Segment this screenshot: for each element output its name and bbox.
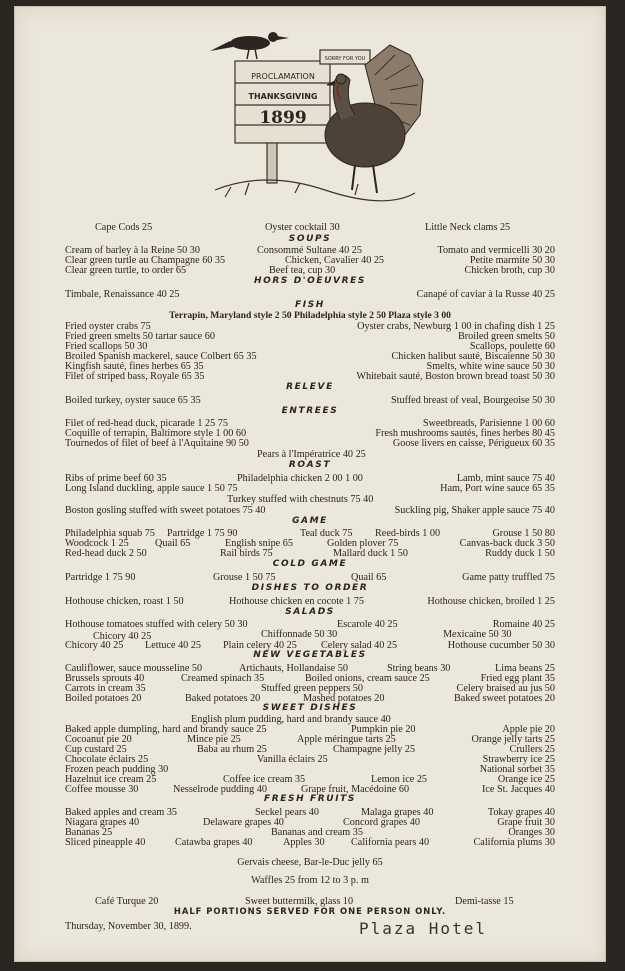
menu-item: Mallard duck 1 50 bbox=[333, 548, 408, 559]
menu-item: Grouse 1 50 80 bbox=[492, 528, 555, 539]
cold-game-heading: COLD GAME bbox=[272, 559, 348, 569]
sweet-dishes-heading: SWEET DISHES bbox=[262, 703, 358, 713]
menu-item: Catawba grapes 40 bbox=[175, 837, 253, 848]
menu-item: Stuffed breast of veal, Bourgeoise 50 30 bbox=[390, 395, 555, 406]
menu-item: Rail birds 75 bbox=[220, 548, 273, 559]
half-portions-note: HALF PORTIONS SERVED FOR ONE PERSON ONLY. bbox=[173, 906, 447, 916]
sign-proclamation: PROCLAMATION bbox=[251, 72, 315, 81]
menu-item: Lemon ice 25 bbox=[371, 774, 428, 785]
menu-item: Scallops, poulette 60 bbox=[469, 341, 555, 352]
menu-item: Apple méringue tarts 25 bbox=[297, 734, 396, 745]
menu-item: Reed-birds 1 00 bbox=[375, 528, 441, 539]
menu-item: Hothouse chicken, roast 1 50 bbox=[65, 596, 184, 607]
sign-year: 1899 bbox=[259, 108, 307, 128]
menu-item: Smelts, white wine sauce 50 30 bbox=[426, 361, 555, 372]
menu-item: Lettuce 40 25 bbox=[145, 640, 202, 651]
turkey-icon bbox=[325, 45, 423, 193]
menu-item: Clear green turtle, to order 65 bbox=[65, 265, 187, 276]
cafe-turque: Café Turque 20 bbox=[95, 896, 159, 907]
menu-item: Coquille of terrapin, Baltimore style 1 00 60 bbox=[65, 428, 247, 439]
menu-item: Tomato and vermicelli 30 20 bbox=[437, 245, 555, 256]
salads-heading: SALADS bbox=[285, 607, 335, 617]
menu-item: Hazelnut ice cream 25 bbox=[65, 774, 157, 785]
menu-item: Coffee ice cream 35 bbox=[223, 774, 306, 785]
menu-item: Celery braised au jus 50 bbox=[456, 683, 555, 694]
menu-item: Filet of striped bass, Royale 65 35 bbox=[65, 371, 205, 382]
menu-item: Fried oyster crabs 75 bbox=[65, 321, 151, 332]
menu-item: Lamb, mint sauce 75 40 bbox=[456, 473, 555, 484]
menu-item: Kingfish sauté, fines herbes 65 35 bbox=[65, 361, 204, 372]
menu-item: Plain celery 40 25 bbox=[223, 640, 297, 651]
fish-terrapin-line: Terrapin, Maryland style 2 50 Philadelphia style 2 50 Plaza style 3 00 bbox=[169, 310, 451, 321]
menu-item: Cauliflower, sauce mousseline 50 bbox=[65, 663, 203, 674]
menu-item: Filet of red-head duck, picarade 1 25 75 bbox=[65, 418, 228, 429]
menu-item: Baked apple dumpling, hard and brandy sauce 25 bbox=[65, 724, 267, 735]
menu-item: Frozen peach pudding 30 bbox=[65, 764, 169, 775]
menu-item: Apple pie 20 bbox=[502, 724, 555, 735]
game-heading: GAME bbox=[292, 516, 328, 526]
menu-item: Escarole 40 25 bbox=[337, 619, 398, 630]
menu-item: Chicory 40 25 bbox=[65, 640, 124, 651]
menu-item: Concord grapes 40 bbox=[343, 817, 420, 828]
little-neck-clams: Little Neck clams 25 bbox=[425, 222, 511, 233]
menu-item: Pumpkin pie 20 bbox=[351, 724, 416, 735]
menu-item: Chicken halibut sauté, Biscaienne 50 30 bbox=[391, 351, 555, 362]
menu-item: Clear green turtle au Champagne 60 35 bbox=[65, 255, 226, 266]
menu-item: English plum pudding, hard and brandy sauce 40 bbox=[191, 714, 391, 725]
menu-item: Ham, Port wine sauce 65 35 bbox=[440, 483, 555, 494]
menu-item: English snipe 65 bbox=[225, 538, 293, 549]
menu-item: Golden plover 75 bbox=[327, 538, 399, 549]
menu-item: Pears à l'Impératrice 40 25 bbox=[257, 449, 366, 460]
fresh-fruits-heading: FRESH FRUITS bbox=[264, 794, 356, 804]
menu-item: Ribs of prime beef 60 35 bbox=[65, 473, 167, 484]
menu-item: Partridge 1 75 90 bbox=[65, 572, 136, 583]
menu-item: Baked sweet potatoes 20 bbox=[454, 693, 555, 704]
sign-sorry: SORRY FOR YOU bbox=[324, 56, 366, 62]
menu-item: Artichauts, Hollandaise 50 bbox=[239, 663, 348, 674]
menu-item: Orange jelly tarts 25 bbox=[471, 734, 555, 745]
menu-item: Creamed spinach 35 bbox=[181, 673, 265, 684]
plaza-hotel-signature: Plaza Hotel bbox=[359, 919, 487, 938]
menu-item: Orange ice 25 bbox=[497, 774, 555, 785]
menu-item: Cream of barley à la Reine 50 30 bbox=[65, 245, 200, 256]
new-vegetables-heading: NEW VEGETABLES bbox=[253, 650, 367, 660]
menu-item: String beans 30 bbox=[387, 663, 451, 674]
menu-item: Tokay grapes 40 bbox=[487, 807, 555, 818]
crow-icon bbox=[210, 32, 289, 59]
fish-heading: FISH bbox=[295, 300, 325, 310]
roast-heading: ROAST bbox=[288, 460, 332, 470]
menu-item: Suckling pig, Shaker apple sauce 75 40 bbox=[394, 505, 555, 516]
menu-item: Boiled potatoes 20 bbox=[65, 693, 142, 704]
menu-item: Whitebait sauté, Boston brown bread toast 50 30 bbox=[356, 371, 555, 382]
menu-item: Hothouse tomatoes stuffed with celery 50 30 bbox=[65, 619, 248, 630]
menu-item: Stuffed green peppers 50 bbox=[261, 683, 363, 694]
menu-item: Nesselrode pudding 40 bbox=[173, 784, 267, 795]
menu-date: Thursday, November 30, 1899. bbox=[65, 921, 192, 932]
hors-heading: HORS D'OEUVRES bbox=[254, 276, 366, 286]
menu-item: Partridge 1 75 90 bbox=[167, 528, 238, 539]
menu-item: Chicken broth, cup 30 bbox=[464, 265, 555, 276]
menu-item: Petite marmite 50 30 bbox=[469, 255, 555, 266]
menu-item: Fried egg plant 35 bbox=[480, 673, 555, 684]
menu-item: Mince pie 25 bbox=[187, 734, 241, 745]
menu-item: Goose livers en caisse, Périgueux 60 35 bbox=[392, 438, 555, 449]
menu-item: Teal duck 75 bbox=[300, 528, 353, 539]
menu-item: Chicken, Cavalier 40 25 bbox=[285, 255, 385, 266]
menu-item: Seckel pears 40 bbox=[255, 807, 319, 818]
menu-item: Mexicaine 50 30 bbox=[443, 629, 512, 640]
menu-item: Niagara grapes 40 bbox=[65, 817, 140, 828]
menu-item: Tournedos of filet of beef à l'Aquitaine 90 50 bbox=[65, 438, 249, 449]
menu-item: Hothouse cucumber 50 30 bbox=[447, 640, 555, 651]
gervais-cheese: Gervais cheese, Bar-le-Duc jelly 65 bbox=[237, 857, 383, 868]
menu-item: Canapé of caviar à la Russe 40 25 bbox=[416, 289, 555, 300]
menu-item: Ice St. Jacques 40 bbox=[482, 784, 555, 795]
waffles: Waffles 25 from 12 to 3 p. m bbox=[251, 875, 369, 886]
menu-page bbox=[14, 6, 606, 962]
menu-item: Red-head duck 2 50 bbox=[65, 548, 147, 559]
menu-item: Baked apples and cream 35 bbox=[65, 807, 178, 818]
menu-item: Grouse 1 50 75 bbox=[213, 572, 276, 583]
menu-item: Philadelphia squab 75 bbox=[65, 528, 155, 539]
menu-item: Fresh mushrooms sautés, fines herbes 80 45 bbox=[375, 428, 555, 439]
menu-item: Game patty truffled 75 bbox=[462, 572, 555, 583]
soups-heading: SOUPS bbox=[288, 234, 332, 244]
menu-item: Romaine 40 25 bbox=[492, 619, 555, 630]
demi-tasse: Demi-tasse 15 bbox=[455, 896, 514, 907]
menu-item: Long Island duckling, apple sauce 1 50 75 bbox=[65, 483, 238, 494]
menu-item: Mashed potatoes 20 bbox=[303, 693, 385, 704]
menu-item: Philadelphia chicken 2 00 1 00 bbox=[237, 473, 363, 484]
menu-item: Cup custard 25 bbox=[65, 744, 127, 755]
menu-item: Oyster crabs, Newburg 1 00 in chafing dish 1 25 bbox=[357, 321, 555, 332]
menu-item: Chicory 40 25 bbox=[93, 631, 152, 642]
releve-heading: RELEVE bbox=[286, 382, 334, 392]
menu-item: Beef tea, cup 30 bbox=[269, 265, 336, 276]
thanksgiving-turkey-illustration bbox=[205, 25, 435, 215]
menu-item: Apples 30 bbox=[283, 837, 325, 848]
menu-item: California plums 30 bbox=[473, 837, 555, 848]
menu-item: Delaware grapes 40 bbox=[203, 817, 284, 828]
menu-item: Cocoanut pie 20 bbox=[65, 734, 132, 745]
sign-thanksgiving: THANKSGIVING bbox=[248, 92, 318, 101]
menu-item: Canvas-back duck 3 50 bbox=[459, 538, 555, 549]
menu-item: Broiled green smelts 50 bbox=[457, 331, 555, 342]
menu-item: Sweetbreads, Parisienne 1 00 60 bbox=[422, 418, 555, 429]
menu-item: Chocolate éclairs 25 bbox=[65, 754, 149, 765]
menu-item: Baba au rhum 25 bbox=[197, 744, 267, 755]
sweet-buttermilk: Sweet buttermilk, glass 10 bbox=[245, 896, 354, 907]
menu-item: National sorbet 35 bbox=[479, 764, 555, 775]
menu-item: Boiled turkey, oyster sauce 65 35 bbox=[65, 395, 201, 406]
menu-item: Timbale, Renaissance 40 25 bbox=[65, 289, 180, 300]
menu-item: Brussels sprouts 40 bbox=[65, 673, 145, 684]
menu-item: Boston gosling stuffed with sweet potatoes 75 40 bbox=[65, 505, 266, 516]
menu-item: Bananas and cream 35 bbox=[271, 827, 363, 838]
dishes-to-order-heading: DISHES TO ORDER bbox=[251, 583, 369, 593]
menu-item: Grape fruit 30 bbox=[497, 817, 555, 828]
menu-item: Consommé Sultane 40 25 bbox=[257, 245, 362, 256]
menu-item: Strawberry ice 25 bbox=[482, 754, 555, 765]
menu-item: Ruddy duck 1 50 bbox=[485, 548, 555, 559]
menu-item: Champagne jelly 25 bbox=[333, 744, 416, 755]
menu-item: Lima beans 25 bbox=[495, 663, 555, 674]
menu-item: Hothouse chicken en cocote 1 75 bbox=[229, 596, 364, 607]
menu-item: Oranges 30 bbox=[508, 827, 555, 838]
menu-item: Crullers 25 bbox=[509, 744, 555, 755]
menu-item: Coffee mousse 30 bbox=[65, 784, 139, 795]
menu-item: Carrots in cream 35 bbox=[65, 683, 146, 694]
menu-item: California pears 40 bbox=[351, 837, 430, 848]
menu-item: Grape fruit, Macédoine 60 bbox=[301, 784, 410, 795]
cape-cods: Cape Cods 25 bbox=[95, 222, 153, 233]
menu-item: Bananas 25 bbox=[65, 827, 113, 838]
menu-item: Turkey stuffed with chestnuts 75 40 bbox=[227, 494, 374, 505]
menu-item: Chiffonnade 50 30 bbox=[261, 629, 338, 640]
menu-item: Malaga grapes 40 bbox=[361, 807, 434, 818]
menu-item: Quail 65 bbox=[155, 538, 191, 549]
menu-item: Boiled onions, cream sauce 25 bbox=[305, 673, 430, 684]
menu-item: Fried green smelts 50 tartar sauce 60 bbox=[65, 331, 215, 342]
oyster-cocktail: Oyster cocktail 30 bbox=[265, 222, 340, 233]
menu-item: Quail 65 bbox=[351, 572, 387, 583]
menu-item: Sliced pineapple 40 bbox=[65, 837, 146, 848]
entrees-heading: ENTREES bbox=[281, 406, 339, 416]
menu-item: Vanilla éclairs 25 bbox=[257, 754, 328, 765]
menu-item: Woodcock 1 25 bbox=[65, 538, 129, 549]
menu-item: Baked potatoes 20 bbox=[185, 693, 261, 704]
menu-item: Fried scallops 50 30 bbox=[65, 341, 148, 352]
menu-item: Hothouse chicken, broiled 1 25 bbox=[427, 596, 555, 607]
menu-item: Broiled Spanish mackerel, sauce Colbert 65 35 bbox=[65, 351, 257, 362]
menu-item: Celery salad 40 25 bbox=[321, 640, 398, 651]
